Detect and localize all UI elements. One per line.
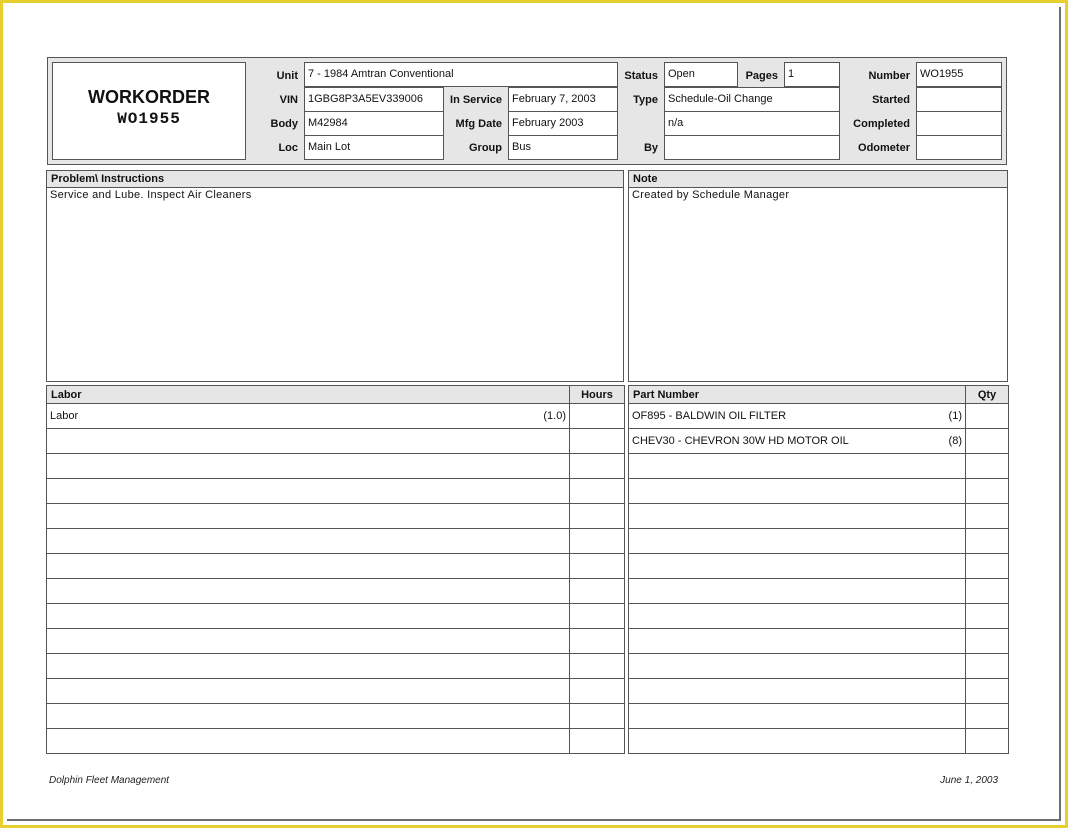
part-row xyxy=(629,579,1009,604)
labor-desc-cell[interactable] xyxy=(47,529,570,554)
body-label: Body xyxy=(270,118,298,130)
labor-row xyxy=(47,429,625,454)
part-value-cell[interactable] xyxy=(966,529,1009,554)
type-label: Type xyxy=(633,94,658,106)
mfgdate-label: Mfg Date xyxy=(455,118,502,130)
labor-row xyxy=(47,454,625,479)
inservice-field[interactable]: February 7, 2003 xyxy=(508,87,618,112)
odometer-label: Odometer xyxy=(858,142,910,154)
labor-value-cell[interactable] xyxy=(570,479,625,504)
part-value-cell[interactable] xyxy=(966,629,1009,654)
problem-text[interactable]: Service and Lube. Inspect Air Cleaners xyxy=(50,189,252,201)
labor-value-cell[interactable] xyxy=(570,554,625,579)
labor-value-cell[interactable] xyxy=(570,429,625,454)
number-label: Number xyxy=(868,70,910,82)
labor-row xyxy=(47,579,625,604)
group-label: Group xyxy=(469,142,502,154)
part-number-col-header: Part Number xyxy=(629,386,966,404)
labor-row xyxy=(47,629,625,654)
labor-desc-cell[interactable] xyxy=(47,404,570,429)
note-section xyxy=(628,170,1008,382)
labor-value-cell[interactable] xyxy=(570,454,625,479)
title-box xyxy=(52,62,246,160)
by-field[interactable] xyxy=(664,135,840,160)
body-field[interactable]: M42984 xyxy=(304,111,444,136)
part-desc-cell[interactable] xyxy=(629,504,966,529)
part-value-cell[interactable] xyxy=(966,429,1009,454)
labor-desc-cell[interactable] xyxy=(47,479,570,504)
part-row xyxy=(629,629,1009,654)
labor-desc-cell[interactable] xyxy=(47,504,570,529)
part-row xyxy=(629,454,1009,479)
labor-table xyxy=(46,385,625,754)
labor-desc-cell[interactable] xyxy=(47,679,570,704)
part-desc-cell[interactable] xyxy=(629,629,966,654)
part-value-cell[interactable] xyxy=(966,654,1009,679)
part-row xyxy=(629,479,1009,504)
part-row xyxy=(629,404,1009,429)
labor-desc-cell[interactable] xyxy=(47,429,570,454)
note-text[interactable]: Created by Schedule Manager xyxy=(632,189,790,201)
part-row xyxy=(629,504,1009,529)
footer-date: June 1, 2003 xyxy=(940,775,998,786)
hours-col-header: Hours xyxy=(570,386,625,404)
part-desc-cell[interactable] xyxy=(629,404,966,429)
labor-row xyxy=(47,729,625,754)
part-value-cell[interactable] xyxy=(966,679,1009,704)
labor-description: Labor xyxy=(50,410,79,422)
labor-desc-cell[interactable] xyxy=(47,554,570,579)
part-row xyxy=(629,604,1009,629)
part-value-cell[interactable] xyxy=(966,704,1009,729)
part-desc-cell[interactable] xyxy=(629,729,966,754)
labor-row xyxy=(47,479,625,504)
part-row xyxy=(629,679,1009,704)
labor-value-cell[interactable] xyxy=(570,604,625,629)
problem-heading: Problem\ Instructions xyxy=(47,171,623,188)
mfgdate-field[interactable]: February 2003 xyxy=(508,111,618,136)
labor-row xyxy=(47,604,625,629)
labor-desc-cell[interactable] xyxy=(47,579,570,604)
labor-value-cell[interactable] xyxy=(570,704,625,729)
type-field[interactable]: Schedule-Oil Change xyxy=(664,87,840,112)
labor-row xyxy=(47,404,625,429)
status-label: Status xyxy=(624,70,658,82)
footer-company: Dolphin Fleet Management xyxy=(49,775,170,786)
part-desc-cell[interactable] xyxy=(629,579,966,604)
part-amount: (1) xyxy=(948,410,962,422)
vin-field[interactable]: 1GBG8P3A5EV339006 xyxy=(304,87,444,112)
part-value-cell[interactable] xyxy=(966,554,1009,579)
problem-section xyxy=(46,170,624,382)
qty-col-header: Qty xyxy=(966,386,1009,404)
labor-value-cell[interactable] xyxy=(570,404,625,429)
part-value-cell[interactable] xyxy=(966,579,1009,604)
by-label: By xyxy=(643,142,658,154)
parts-table xyxy=(628,385,1009,754)
status-field[interactable]: Open xyxy=(664,62,738,87)
part-amount: (8) xyxy=(948,435,962,447)
part-value-cell[interactable] xyxy=(966,454,1009,479)
number-field[interactable]: WO1955 xyxy=(916,62,1002,87)
type-secondary-field[interactable]: n/a xyxy=(664,111,840,136)
pages-label: Pages xyxy=(745,70,778,82)
labor-value-cell[interactable] xyxy=(570,529,625,554)
part-row xyxy=(629,529,1009,554)
group-field[interactable]: Bus xyxy=(508,135,618,160)
completed-field[interactable] xyxy=(916,111,1002,136)
part-desc-cell[interactable] xyxy=(629,554,966,579)
workorder-code: WO1955 xyxy=(117,110,181,128)
loc-field[interactable]: Main Lot xyxy=(304,135,444,160)
started-label: Started xyxy=(872,94,910,106)
labor-value-cell[interactable] xyxy=(570,579,625,604)
started-field[interactable] xyxy=(916,87,1002,112)
part-row xyxy=(629,729,1009,754)
labor-desc-cell[interactable] xyxy=(47,629,570,654)
odometer-field[interactable] xyxy=(916,135,1002,160)
unit-field[interactable]: 7 - 1984 Amtran Conventional xyxy=(304,62,618,87)
part-desc-cell[interactable] xyxy=(629,679,966,704)
labor-amount: (1.0) xyxy=(543,410,566,422)
labor-row xyxy=(47,704,625,729)
part-desc-cell[interactable] xyxy=(629,479,966,504)
labor-col-header: Labor xyxy=(47,386,570,404)
unit-label: Unit xyxy=(276,70,298,82)
part-row xyxy=(629,654,1009,679)
labor-row xyxy=(47,504,625,529)
page-title: WORKORDER xyxy=(88,87,210,107)
labor-value-cell[interactable] xyxy=(570,504,625,529)
labor-desc-cell[interactable] xyxy=(47,704,570,729)
completed-label: Completed xyxy=(853,118,910,130)
part-desc-cell[interactable] xyxy=(629,704,966,729)
part-row xyxy=(629,429,1009,454)
workorder-sheet xyxy=(7,7,1061,821)
part-value-cell[interactable] xyxy=(966,404,1009,429)
inservice-label: In Service xyxy=(450,94,502,106)
note-heading: Note xyxy=(629,171,1007,188)
labor-desc-cell[interactable] xyxy=(47,604,570,629)
loc-label: Loc xyxy=(278,142,298,154)
part-row xyxy=(629,704,1009,729)
part-desc-cell[interactable] xyxy=(629,654,966,679)
part-desc-cell[interactable] xyxy=(629,429,966,454)
labor-row xyxy=(47,529,625,554)
labor-desc-cell[interactable] xyxy=(47,454,570,479)
part-desc-cell[interactable] xyxy=(629,529,966,554)
part-description: OF895 - BALDWIN OIL FILTER xyxy=(632,410,787,422)
labor-value-cell[interactable] xyxy=(570,654,625,679)
part-desc-cell[interactable] xyxy=(629,604,966,629)
part-description: CHEV30 - CHEVRON 30W HD MOTOR OIL xyxy=(632,435,849,447)
part-value-cell[interactable] xyxy=(966,479,1009,504)
labor-row xyxy=(47,679,625,704)
pages-field[interactable]: 1 xyxy=(784,62,840,87)
labor-desc-cell[interactable] xyxy=(47,654,570,679)
vin-label: VIN xyxy=(279,94,298,106)
labor-value-cell[interactable] xyxy=(570,629,625,654)
part-value-cell[interactable] xyxy=(966,604,1009,629)
labor-value-cell[interactable] xyxy=(570,729,625,754)
part-value-cell[interactable] xyxy=(966,729,1009,754)
labor-desc-cell[interactable] xyxy=(47,729,570,754)
labor-row xyxy=(47,654,625,679)
labor-row xyxy=(47,554,625,579)
part-row xyxy=(629,554,1009,579)
part-desc-cell[interactable] xyxy=(629,454,966,479)
labor-value-cell[interactable] xyxy=(570,679,625,704)
part-value-cell[interactable] xyxy=(966,504,1009,529)
